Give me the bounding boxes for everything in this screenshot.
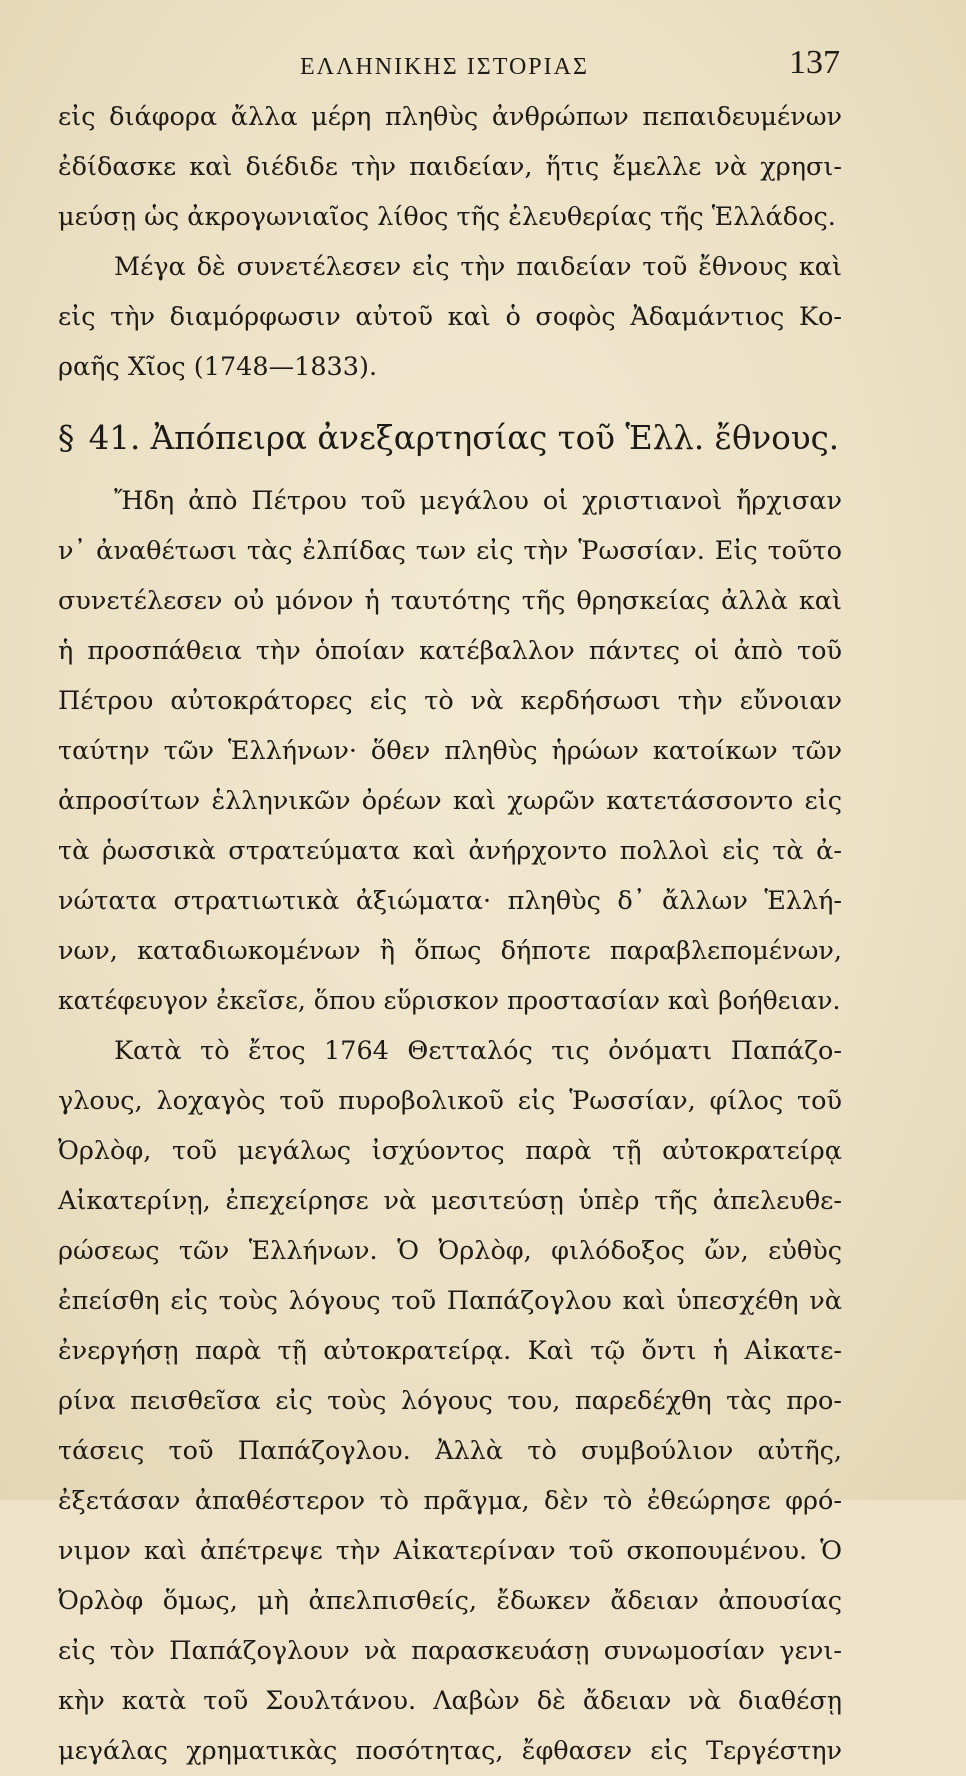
text-line: ραῆς Χῖος (1748—1833). (58, 352, 378, 382)
text-line: Μέγα δὲ συνετέλεσεν εἰς τὴν παιδείαν τοῦ ἔθνους καὶ (114, 252, 842, 282)
text-line: γλους, λοχαγὸς τοῦ πυροβολικοῦ εἰς Ῥωσσίαν, φίλος τοῦ (58, 1086, 842, 1116)
text-line: τάσεις τοῦ Παπάζογλου. Ἀλλὰ τὸ συμβούλιον αὐτῆς, (58, 1436, 842, 1466)
text-line: Ὀρλὸφ, τοῦ μεγάλως ἰσχύοντος παρὰ τῇ αὐτοκρατείρᾳ (58, 1136, 842, 1166)
text-line: ἐξετάσαν ἀπαθέστερον τὸ πρᾶγμα, δὲν τὸ ἐθεώρησε φρό- (58, 1486, 842, 1516)
text-line: Κατὰ τὸ ἔτος 1764 Θετταλός τις ὀνόματι Παπάζο- (114, 1036, 842, 1066)
text-line: Ὀρλὸφ ὅμως, μὴ ἀπελπισθείς, ἔδωκεν ἄδειαν ἀπουσίας (58, 1586, 842, 1616)
text-line: συνετέλεσεν οὐ μόνον ἡ ταυτότης τῆς θρησκείας ἀλλὰ καὶ (58, 586, 842, 616)
text-line: εἰς διάφορα ἄλλα μέρη πληθὺς ἀνθρώπων πεπαιδευμένων (58, 102, 842, 132)
text-line: μεύσῃ ὡς ἀκρογωνιαῖος λίθος τῆς ἐλευθερίας τῆς Ἑλλάδος. (58, 202, 836, 232)
section-symbol: § (58, 419, 75, 457)
text-line: ἐνεργήσῃ παρὰ τῇ αὐτοκρατείρᾳ. Καὶ τῷ ὄντι ἡ Αἰκατε- (58, 1336, 842, 1366)
paragraph (58, 476, 842, 1026)
page-header (60, 42, 840, 92)
text-line: νων, καταδιωκομένων ἢ ὅπως δήποτε παραβλεπομένων, (58, 936, 842, 966)
text-line: ν᾿ ἀναθέτωσι τὰς ἐλπίδας των εἰς τὴν Ῥωσσίαν. Εἰς τοῦτο (58, 536, 842, 566)
page-number: 137 (789, 44, 840, 81)
paragraph (58, 92, 842, 242)
text-line: ἀπροσίτων ἑλληνικῶν ὀρέων καὶ χωρῶν κατετάσσοντο εἰς (58, 786, 842, 816)
body-text (58, 92, 842, 1776)
text-line: Ἤδη ἀπὸ Πέτρου τοῦ μεγάλου οἱ χριστιανοὶ ἤρχισαν (114, 486, 842, 516)
text-line: κατέφευγον ἐκεῖσε, ὅπου εὕρισκον προστασίαν καὶ βοήθειαν. (58, 986, 841, 1015)
paragraph (58, 242, 842, 392)
section-title: 41. Ἀπόπειρα ἀνεξαρτησίας τοῦ Ἑλλ. ἔθνους. (88, 419, 840, 457)
paragraph (58, 1026, 842, 1776)
text-line: εἰς τὸν Παπάζογλουν νὰ παρασκευάσῃ συνωμοσίαν γενι- (58, 1636, 842, 1666)
text-line: ἐδίδασκε καὶ διέδιδε τὴν παιδείαν, ἥτις ἔμελλε νὰ χρησι- (58, 152, 842, 182)
text-line: ρίνα πεισθεῖσα εἰς τοὺς λόγους του, παρεδέχθη τὰς προ- (58, 1386, 842, 1416)
text-line: ρώσεως τῶν Ἑλλήνων. Ὁ Ὀρλὸφ, φιλόδοξος ὤν, εὐθὺς (58, 1236, 842, 1266)
section-heading (58, 400, 842, 476)
text-line: ἡ προσπάθεια τὴν ὁποίαν κατέβαλλον πάντες οἱ ἀπὸ τοῦ (58, 636, 842, 666)
text-line: νιμον καὶ ἀπέτρεψε τὴν Αἰκατερίναν τοῦ σκοπουμένου. Ὁ (58, 1536, 842, 1566)
text-line: ἐπείσθη εἰς τοὺς λόγους τοῦ Παπάζογλου καὶ ὑπεσχέθη νὰ (58, 1286, 842, 1316)
text-line: Αἰκατερίνῃ, ἐπεχείρησε νὰ μεσιτεύσῃ ὑπὲρ τῆς ἀπελευθε- (58, 1186, 842, 1216)
text-line: Πέτρου αὐτοκράτορες εἰς τὸ νὰ κερδήσωσι τὴν εὔνοιαν (58, 686, 842, 716)
running-head: ΕΛΛΗΝΙΚΗΣ ΙΣΤΟΡΙΑΣ (300, 54, 589, 80)
text-line: ταύτην τῶν Ἑλλήνων· ὅθεν πληθὺς ἡρώων κατοίκων τῶν (58, 736, 842, 766)
text-line: νώτατα στρατιωτικὰ ἀξιώματα· πληθὺς δ᾿ ἄλλων Ἑλλή- (58, 886, 842, 916)
text-line: τὰ ῥωσσικὰ στρατεύματα καὶ ἀνήρχοντο πολλοὶ εἰς τὰ ἀ- (58, 836, 842, 866)
text-line: εἰς τὴν διαμόρφωσιν αὐτοῦ καὶ ὁ σοφὸς Ἀδαμάντιος Κο- (58, 302, 842, 332)
text-line: μεγάλας χρηματικὰς ποσότητας, ἔφθασεν εἰς Τεργέστην (58, 1736, 842, 1766)
text-line: κὴν κατὰ τοῦ Σουλτάνου. Λαβὼν δὲ ἄδειαν νὰ διαθέσῃ (58, 1686, 842, 1716)
